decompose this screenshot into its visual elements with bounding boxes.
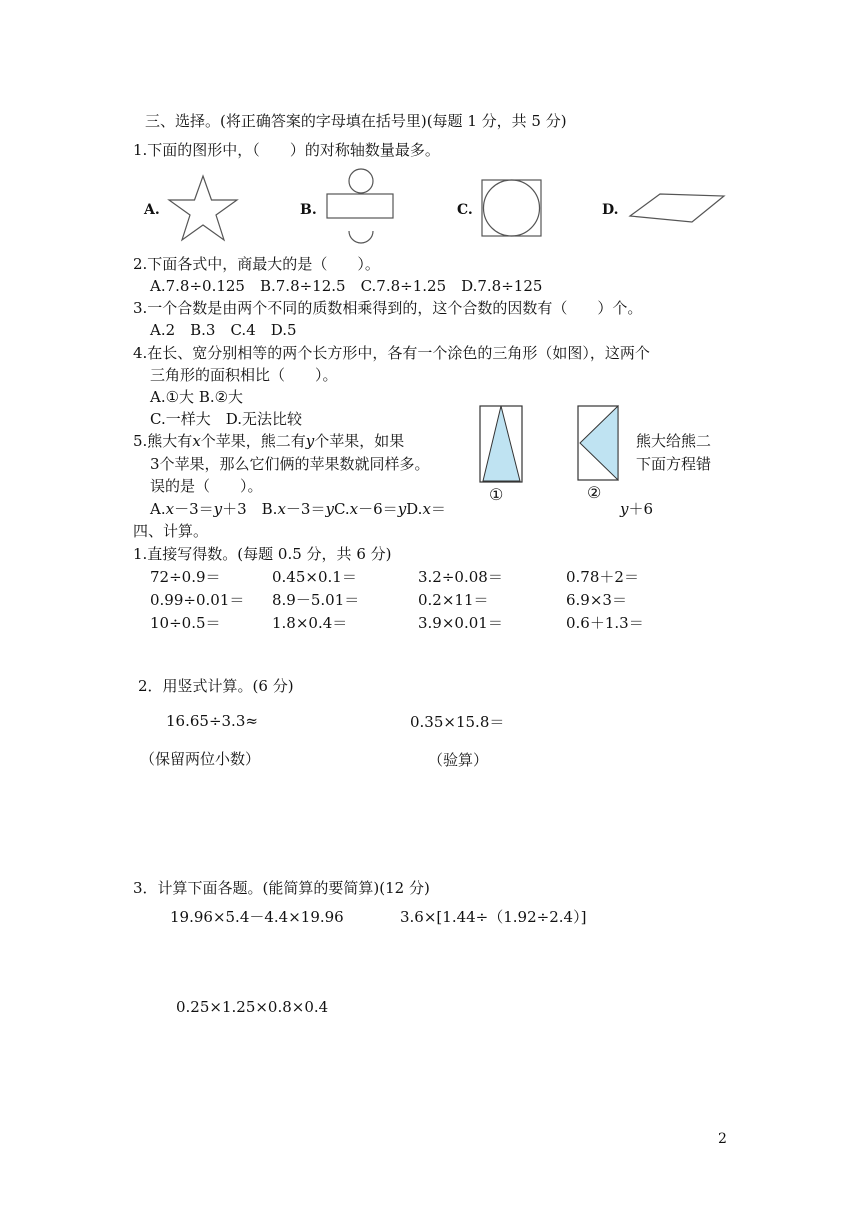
calc-cell: 3.2÷0.08＝ <box>418 568 503 586</box>
calc-q3-expr-3: 0.25×1.25×0.8×0.4 <box>176 998 329 1016</box>
calc-cell: 10÷0.5＝ <box>150 614 221 632</box>
q1-option-b-label: B. <box>300 202 317 218</box>
q5-opt-d-expr: ＝ <box>430 500 446 518</box>
var-x: x <box>192 432 201 450</box>
q5-opt-c-label: C. <box>333 500 350 518</box>
var-y: y <box>213 500 223 518</box>
calc-q2-note-2: （验算） <box>428 751 489 769</box>
q5-options <box>150 500 446 518</box>
var-x: x <box>349 500 359 518</box>
calc-q2-title: 2．用竖式计算。(6 分) <box>138 677 294 695</box>
q3-options: A.2 B.3 C.4 D.5 <box>150 321 297 339</box>
var-y: y <box>305 432 315 450</box>
q1-stem: 1.下面的图形中，（ ）的对称轴数量最多。 <box>133 141 440 159</box>
calc-cell: 6.9×3＝ <box>566 591 627 609</box>
q5-opt-b-expr: －3＝ <box>285 500 326 518</box>
calc-cell: 72÷0.9＝ <box>150 568 221 586</box>
q5-line1-left: 5.熊大有 <box>133 432 193 450</box>
q5-line2-tail: 下面方程错 <box>636 455 712 473</box>
circle-in-square-figure <box>480 178 544 238</box>
q4-stem-line1: 4.在长、宽分别相等的两个长方形中，各有一个涂色的三角形（如图），这两个 <box>133 344 650 362</box>
star-icon <box>165 174 241 244</box>
var-y: y <box>397 500 407 518</box>
var-y: y <box>620 500 629 518</box>
q1-option-a-label: A. <box>144 202 160 218</box>
calc-q2-note-1: （保留两位小数） <box>140 750 261 768</box>
q4-stem-line2: 三角形的面积相比（ ）。 <box>150 366 338 384</box>
calc-cell: 0.2×11＝ <box>418 591 489 609</box>
q5-line1-tail: 熊大给熊二 <box>636 432 712 450</box>
q5-line2: 3个苹果，那么它们俩的苹果数就同样多。 <box>150 455 430 473</box>
q5-opt-d-tail <box>620 500 653 518</box>
q4-options-line1: A.①大 B.②大 <box>150 388 244 406</box>
q5-line1-right: 个苹果，如果 <box>314 432 405 450</box>
calc-q3-expr-2: 3.6×[1.44÷（1.92÷2.4）] <box>400 908 587 926</box>
section-3-title: 三、选择。(将正确答案的字母填在括号里)(每题 1 分，共 5 分) <box>145 112 567 130</box>
q2-stem: 2.下面各式中，商最大的是（ ）。 <box>133 255 380 273</box>
var-x: x <box>165 500 175 518</box>
calc-q2-expr-1: 16.65÷3.3≈ <box>166 712 258 730</box>
q5-opt-d-tail-expr: ＋6 <box>628 500 654 518</box>
q4-options-line2: C.一样大 D.无法比较 <box>150 410 302 428</box>
calc-q3-title: 3．计算下面各题。(能简算的要简算)(12 分) <box>133 879 430 897</box>
calc-cell: 0.6＋1.3＝ <box>566 614 644 632</box>
calc-cell: 8.9－5.01＝ <box>272 591 360 609</box>
q5-line3: 误的是（ ）。 <box>150 477 263 495</box>
q1-option-c-label: C. <box>457 202 473 218</box>
q5-line1 <box>133 432 404 450</box>
q5-opt-c-expr: －6＝ <box>358 500 398 518</box>
figure-label-1: ① <box>489 485 504 504</box>
rectangle-figure-2 <box>576 404 620 482</box>
q3-stem: 3.一个合数是由两个不同的质数相乘得到的，这个合数的因数有（ ）个。 <box>133 299 643 317</box>
q2-options: A.7.8÷0.125 B.7.8÷12.5 C.7.8÷1.25 D.7.8÷125 <box>150 277 543 295</box>
calc-q1-title: 1.直接写得数。(每题 0.5 分，共 6 分) <box>133 545 392 563</box>
section-4-title: 四、计算。 <box>133 522 209 540</box>
calc-q2-expr-2: 0.35×15.8＝ <box>410 713 505 731</box>
calc-cell: 3.9×0.01＝ <box>418 614 503 632</box>
calc-cell: 0.78＋2＝ <box>566 568 639 586</box>
calc-cell: 0.45×0.1＝ <box>272 568 357 586</box>
calc-cell: 1.8×0.4＝ <box>272 614 348 632</box>
q5-line1-mid: 个苹果，熊二有 <box>200 432 306 450</box>
q5-opt-d-label: D. <box>406 500 423 518</box>
q5-opt-a-expr: －3＝ <box>174 500 214 518</box>
q5-opt-b-label: ＋3 B. <box>222 500 278 518</box>
var-x: x <box>277 500 286 518</box>
q1-option-d-label: D. <box>602 202 619 218</box>
figure-label-2: ② <box>587 483 602 502</box>
var-y: y <box>325 500 334 518</box>
page-number: 2 <box>718 1131 727 1147</box>
rhombus-figure <box>628 190 728 226</box>
calc-q3-expr-1: 19.96×5.4－4.4×19.96 <box>170 908 344 926</box>
q5-opt-a-label: A. <box>150 500 166 518</box>
rectangle-figure-1 <box>478 404 524 484</box>
circles-rectangle-figure <box>324 168 396 246</box>
var-x: x <box>422 500 431 518</box>
calc-cell: 0.99÷0.01＝ <box>150 591 245 609</box>
